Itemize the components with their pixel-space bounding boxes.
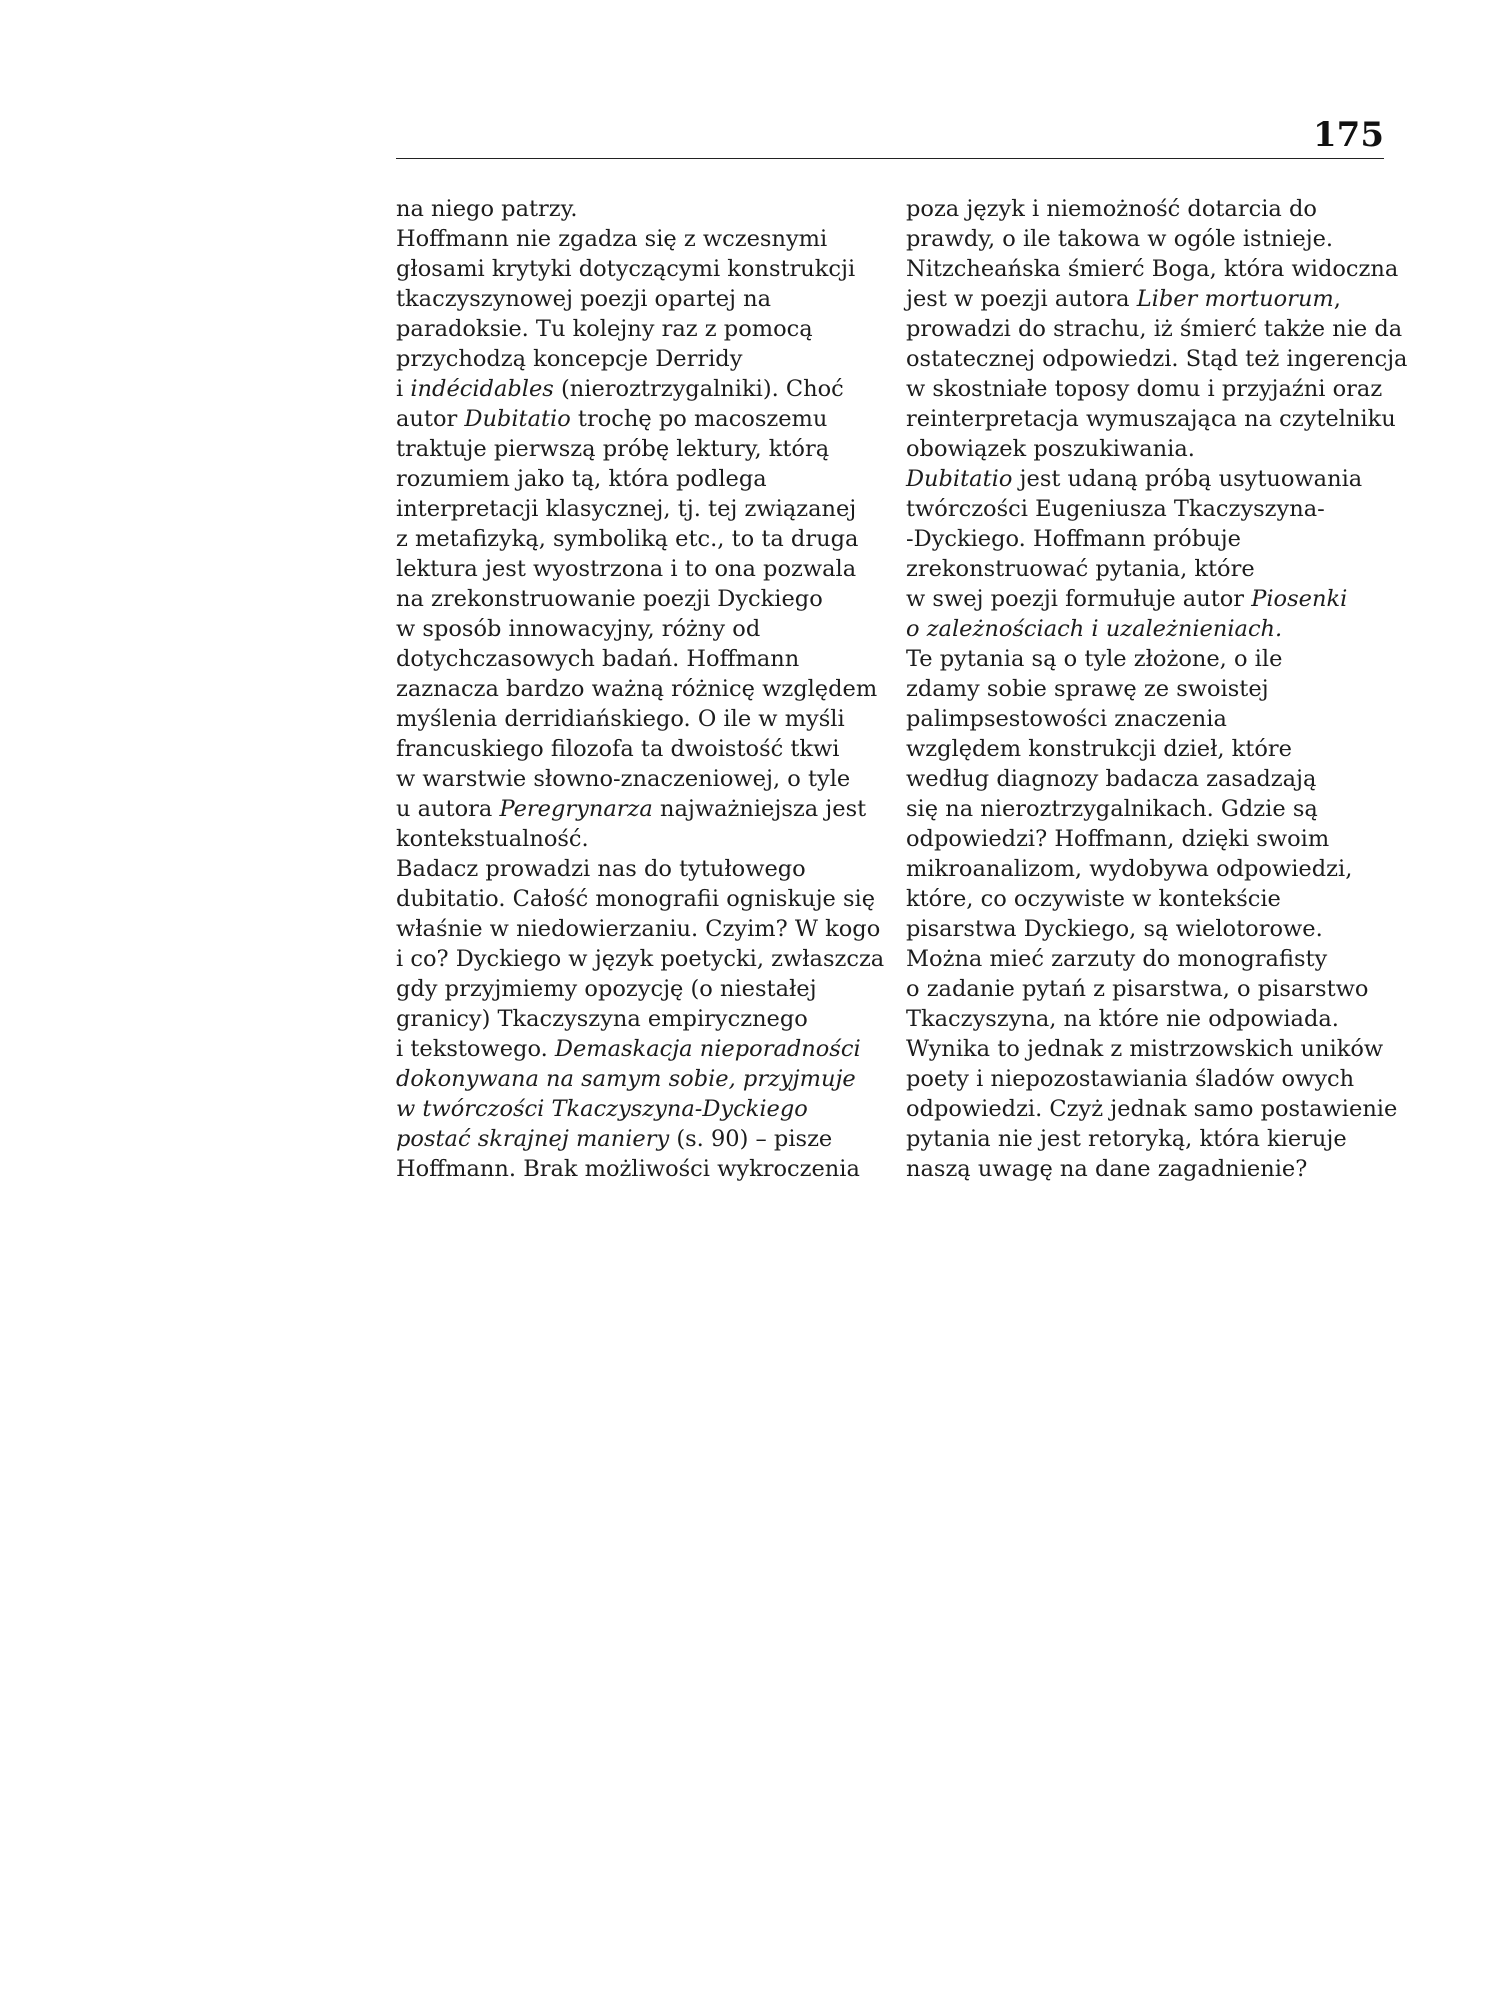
left-text-column [396, 194, 885, 1184]
text-segment: zdamy sobie sprawę ze swoistej [906, 676, 1269, 702]
text-segment: Można mieć zarzuty do monografisty [906, 946, 1328, 972]
text-segment: myślenia derridiańskiego. O ile w myśli [396, 706, 845, 732]
text-line [906, 584, 1386, 614]
text-line [906, 794, 1386, 824]
text-line [906, 974, 1386, 1004]
text-line [396, 1004, 876, 1034]
text-segment: Tkaczyszyna, na które nie odpowiada. [906, 1006, 1339, 1032]
text-line [396, 734, 876, 764]
text-line [906, 1034, 1386, 1064]
text-segment: Hoffmann nie zgadza się z wczesnymi [396, 226, 828, 252]
text-segment: na niego patrzy. [396, 196, 578, 222]
text-segment: interpretacji klasycznej, tj. tej związanej [396, 496, 857, 522]
italic-text: dokonywana na samym sobie, przyjmuje [396, 1066, 856, 1092]
text-line [396, 854, 876, 884]
right-text-column [906, 194, 1408, 1184]
text-segment: w warstwie słowno-znaczeniowej, o tyle [396, 766, 851, 792]
text-segment: w sposób innowacyjny, różny od [396, 616, 761, 642]
text-line [396, 644, 876, 674]
text-segment: w skostniałe toposy domu i przyjaźni oraz [906, 376, 1383, 402]
text-line [906, 704, 1386, 734]
text-segment: jest w poezji autora [906, 286, 1137, 312]
text-line [396, 1154, 876, 1184]
text-line [396, 464, 876, 494]
text-segment: odpowiedzi? Hoffmann, dzięki swoim [906, 826, 1330, 852]
text-line [906, 884, 1386, 914]
text-segment: najważniejsza jest [652, 796, 867, 822]
text-segment: poety i niepozostawiania śladów owych [906, 1066, 1355, 1092]
italic-text: w twórczości Tkaczyszyna-Dyckiego [396, 1096, 808, 1122]
italic-text: indécidables [410, 376, 554, 402]
text-segment: Hoffmann. Brak możliwości wykroczenia [396, 1156, 860, 1182]
text-segment: i tekstowego. [396, 1036, 555, 1062]
text-segment: paradoksie. Tu kolejny raz z pomocą [396, 316, 813, 342]
text-segment: kontekstualność. [396, 826, 589, 852]
text-segment: naszą uwagę na dane zagadnienie? [906, 1156, 1308, 1182]
text-segment: mikroanalizom, wydobywa odpowiedzi, [906, 856, 1353, 882]
page-number: 175 [1313, 115, 1384, 155]
text-segment: (nieroztrzygalniki). Choć [553, 376, 844, 402]
text-line [396, 764, 876, 794]
text-line [396, 254, 876, 284]
text-line [906, 644, 1386, 674]
text-line [396, 1064, 876, 1094]
text-segment: prawdy, o ile takowa w ogóle istnieje. [906, 226, 1334, 252]
text-line [906, 224, 1386, 254]
text-segment: obowiązek poszukiwania. [906, 436, 1195, 462]
text-line [906, 1154, 1386, 1184]
text-segment: zrekonstruować pytania, które [906, 556, 1255, 582]
text-line [906, 1004, 1386, 1034]
text-segment: i [396, 376, 411, 402]
text-segment: dubitatio. Całość monografii ogniskuje się [396, 886, 876, 912]
text-segment: lektura jest wyostrzona i to ona pozwala [396, 556, 857, 582]
text-segment: -Dyckiego. Hoffmann próbuje [906, 526, 1241, 552]
text-segment: Wynika to jednak z mistrzowskich uników [906, 1036, 1384, 1062]
text-segment: Nitzcheańska śmierć Boga, która widoczna [906, 256, 1399, 282]
text-line [906, 674, 1386, 704]
text-segment: Badacz prowadzi nas do tytułowego [396, 856, 806, 882]
text-line [906, 314, 1403, 344]
text-segment: dotychczasowych badań. Hoffmann [396, 646, 800, 672]
text-line [906, 824, 1386, 854]
text-line [396, 344, 876, 374]
italic-text: Dubitatio [464, 406, 571, 432]
text-segment: z metafizyką, symboliką etc., to ta druga [396, 526, 859, 552]
text-segment: głosami krytyki dotyczącymi konstrukcji [396, 256, 856, 282]
italic-text: Liber mortuorum [1136, 286, 1334, 312]
text-line [396, 1034, 876, 1064]
text-line [396, 524, 876, 554]
text-line [906, 614, 1386, 644]
text-line [906, 374, 1386, 404]
text-line [396, 974, 876, 1004]
text-segment: trochę po macoszemu [570, 406, 828, 432]
text-line [906, 854, 1386, 884]
text-segment: twórczości Eugeniusza Tkaczyszyna- [906, 496, 1325, 522]
text-segment: autor [396, 406, 465, 432]
text-line [396, 314, 876, 344]
text-segment: Te pytania są o tyle złożone, o ile [906, 646, 1283, 672]
text-line [906, 764, 1386, 794]
text-line [906, 284, 1386, 314]
text-line [906, 464, 1386, 494]
text-segment: jest udaną próbą usytuowania [1012, 466, 1363, 492]
text-segment: i co? Dyckiego w język poetycki, zwłaszcza [396, 946, 885, 972]
text-segment: poza język i niemożność dotarcia do [906, 196, 1317, 222]
text-segment: palimpsestowości znaczenia [906, 706, 1227, 732]
text-segment: na zrekonstruowanie poezji Dyckiego [396, 586, 823, 612]
text-line [906, 434, 1386, 464]
text-segment: prowadzi do strachu, iż śmierć także nie da [906, 316, 1403, 342]
text-line [396, 884, 876, 914]
text-line [396, 944, 885, 974]
text-line [906, 734, 1386, 764]
text-segment: względem konstrukcji dzieł, które [906, 736, 1292, 762]
italic-text: postać skrajnej maniery [396, 1126, 670, 1152]
text-line [396, 374, 876, 404]
text-segment: przychodzą koncepcje Derridy [396, 346, 743, 372]
text-line [396, 404, 876, 434]
text-line [396, 914, 881, 944]
text-line [906, 494, 1386, 524]
text-line [396, 224, 876, 254]
text-segment: ostatecznej odpowiedzi. Stąd też ingerencja [906, 346, 1408, 372]
text-segment: u autora [396, 796, 500, 822]
italic-text: Peregrynarza [499, 796, 653, 822]
text-segment: według diagnozy badacza zasadzają [906, 766, 1317, 792]
text-line [396, 494, 876, 524]
text-line [396, 794, 876, 824]
text-line [906, 194, 1386, 224]
text-line [396, 674, 876, 704]
text-line [396, 584, 876, 614]
text-segment: pisarstwa Dyckiego, są wielotorowe. [906, 916, 1323, 942]
text-line [396, 704, 876, 734]
italic-text: Demaskacja nieporadności [554, 1036, 861, 1062]
text-line [906, 1064, 1386, 1094]
text-line [396, 1094, 876, 1124]
italic-text: o zależnościach i uzależnieniach. [906, 616, 1283, 642]
text-line [906, 554, 1386, 584]
text-line [396, 194, 876, 224]
text-segment: właśnie w niedowierzaniu. Czyim? W kogo [396, 916, 881, 942]
text-segment: francuskiego filozofa ta dwoistość tkwi [396, 736, 840, 762]
text-segment: rozumiem jako tą, która podlega [396, 466, 767, 492]
text-line [906, 344, 1408, 374]
text-segment: traktuje pierwszą próbę lektury, którą [396, 436, 830, 462]
header-rule [396, 158, 1384, 159]
text-line [906, 944, 1386, 974]
text-segment: , [1333, 286, 1341, 312]
text-line [396, 284, 876, 314]
text-line [906, 254, 1399, 284]
text-segment: tkaczyszynowej poezji opartej na [396, 286, 772, 312]
text-line [906, 524, 1386, 554]
italic-text: Piosenki [1251, 586, 1348, 612]
text-line [396, 614, 876, 644]
text-segment: (s. 90) – pisze [669, 1126, 833, 1152]
text-line [396, 824, 876, 854]
text-segment: zaznacza bardzo ważną różnicę względem [396, 676, 878, 702]
text-segment: odpowiedzi. Czyż jednak samo postawienie [906, 1096, 1398, 1122]
text-line [906, 1094, 1398, 1124]
text-line [906, 404, 1396, 434]
text-line [396, 554, 876, 584]
text-line [396, 434, 876, 464]
text-segment: granicy) Tkaczyszyna empirycznego [396, 1006, 808, 1032]
text-segment: o zadanie pytań z pisarstwa, o pisarstwo [906, 976, 1369, 1002]
text-segment: się na nieroztrzygalnikach. Gdzie są [906, 796, 1318, 822]
italic-text: Dubitatio [906, 466, 1013, 492]
text-line [906, 1124, 1386, 1154]
text-segment: które, co oczywiste w kontekście [906, 886, 1281, 912]
text-line [906, 914, 1386, 944]
text-segment: pytania nie jest retoryką, która kieruje [906, 1126, 1347, 1152]
text-segment: gdy przyjmiemy opozycję (o niestałej [396, 976, 817, 1002]
text-segment: reinterpretacja wymuszająca na czytelniku [906, 406, 1396, 432]
text-segment: w swej poezji formułuje autor [906, 586, 1252, 612]
text-line [396, 1124, 876, 1154]
